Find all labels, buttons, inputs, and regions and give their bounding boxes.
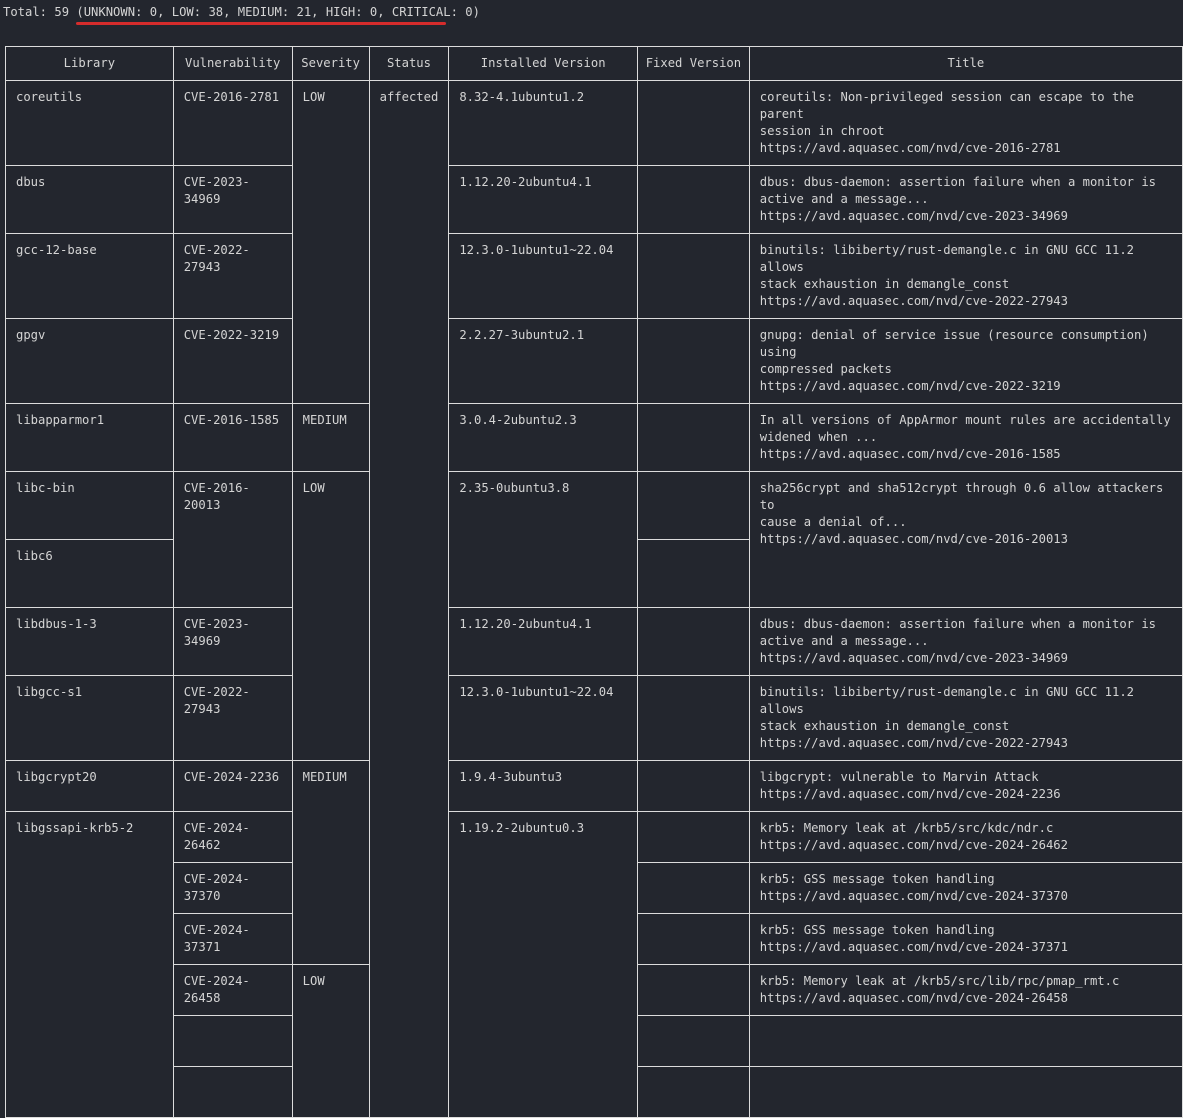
table-row bbox=[6, 761, 1183, 812]
title-text: stack exhaustion in demangle_const bbox=[759, 719, 1010, 733]
title-text: krb5: GSS message token handling bbox=[759, 872, 995, 886]
cve-link[interactable]: https://avd.aquasec.com/nvd/cve-2016-1585 bbox=[759, 447, 1061, 461]
title-text: gnupg: denial of service issue (resource consumption) using bbox=[759, 328, 1157, 359]
vulnerability-cell bbox=[173, 1067, 292, 1118]
vulnerability-cell: CVE-2024-2236 bbox=[173, 761, 292, 812]
vulnerability-cell: CVE-2023-34969 bbox=[173, 166, 292, 234]
library-cell: coreutils bbox=[6, 81, 174, 166]
fixed-version-cell bbox=[638, 914, 750, 965]
header-vulnerability: Vulnerability bbox=[173, 47, 292, 81]
vulnerability-table bbox=[5, 46, 1183, 1118]
title-cell bbox=[749, 812, 1182, 863]
header-title: Title bbox=[749, 47, 1182, 81]
cve-link[interactable]: https://avd.aquasec.com/nvd/cve-2022-27943 bbox=[759, 294, 1068, 308]
vulnerability-cell: CVE-2023-34969 bbox=[173, 608, 292, 676]
library-cell: gcc-12-base bbox=[6, 234, 174, 319]
title-cell bbox=[749, 914, 1182, 965]
severity-cell: LOW bbox=[292, 965, 369, 1118]
fixed-version-cell bbox=[638, 81, 750, 166]
cve-link[interactable]: https://avd.aquasec.com/nvd/cve-2024-26462 bbox=[759, 838, 1068, 852]
vulnerability-cell: CVE-2024-37370 bbox=[173, 863, 292, 914]
title-text: active and a message... bbox=[759, 634, 929, 648]
table-row bbox=[6, 166, 1183, 234]
title-cell bbox=[749, 166, 1182, 234]
severity-cell: MEDIUM bbox=[292, 404, 369, 472]
vulnerability-cell: CVE-2016-1585 bbox=[173, 404, 292, 472]
severity-cell: MEDIUM bbox=[292, 761, 369, 965]
table-row bbox=[6, 812, 1183, 863]
library-cell: libapparmor1 bbox=[6, 404, 174, 472]
title-cell bbox=[749, 1067, 1182, 1118]
status-cell: affected bbox=[369, 81, 449, 1118]
summary-underline-annotation bbox=[76, 22, 446, 25]
fixed-version-cell bbox=[638, 812, 750, 863]
installed-version-cell: 12.3.0-1ubuntu1~22.04 bbox=[449, 676, 638, 761]
severity-cell: LOW bbox=[292, 472, 369, 761]
title-text: libgcrypt: vulnerable to Marvin Attack bbox=[759, 770, 1039, 784]
title-text: sha256crypt and sha512crypt through 0.6 allow attackers to bbox=[759, 481, 1171, 512]
header-library: Library bbox=[6, 47, 174, 81]
library-cell: libgssapi-krb5-2 bbox=[6, 812, 174, 1118]
cve-link[interactable]: https://avd.aquasec.com/nvd/cve-2022-3219 bbox=[759, 379, 1061, 393]
vulnerability-cell: CVE-2022-27943 bbox=[173, 676, 292, 761]
table-row bbox=[6, 319, 1183, 404]
installed-version-cell: 1.12.20-2ubuntu4.1 bbox=[449, 608, 638, 676]
title-text: krb5: Memory leak at /krb5/src/lib/rpc/pmap_rmt.c bbox=[759, 974, 1120, 988]
vulnerability-cell: CVE-2022-27943 bbox=[173, 234, 292, 319]
title-cell bbox=[749, 965, 1182, 1016]
library-cell: libdbus-1-3 bbox=[6, 608, 174, 676]
cve-link[interactable]: https://avd.aquasec.com/nvd/cve-2024-37370 bbox=[759, 889, 1068, 903]
title-text: active and a message... bbox=[759, 192, 929, 206]
fixed-version-cell bbox=[638, 761, 750, 812]
title-text: cause a denial of... bbox=[759, 515, 907, 529]
summary-total: Total: 59 bbox=[3, 5, 77, 19]
library-cell: gpgv bbox=[6, 319, 174, 404]
fixed-version-cell bbox=[638, 166, 750, 234]
installed-version-cell: 1.9.4-3ubuntu3 bbox=[449, 761, 638, 812]
fixed-version-cell bbox=[638, 1067, 750, 1118]
vulnerability-cell: CVE-2016-20013 bbox=[173, 472, 292, 608]
cve-link[interactable]: https://avd.aquasec.com/nvd/cve-2022-27943 bbox=[759, 736, 1068, 750]
fixed-version-cell bbox=[638, 863, 750, 914]
library-cell: libc-bin bbox=[6, 472, 174, 540]
title-text: widened when ... bbox=[759, 430, 878, 444]
title-text: compressed packets bbox=[759, 362, 892, 376]
vulnerability-cell: CVE-2016-2781 bbox=[173, 81, 292, 166]
vulnerability-cell: CVE-2024-26462 bbox=[173, 812, 292, 863]
installed-version-cell: 2.2.27-3ubuntu2.1 bbox=[449, 319, 638, 404]
vulnerability-cell: CVE-2022-3219 bbox=[173, 319, 292, 404]
fixed-version-cell bbox=[638, 1016, 750, 1067]
title-text: binutils: libiberty/rust-demangle.c in GNU GCC 11.2 allows bbox=[759, 243, 1142, 274]
header-installed-version: Installed Version bbox=[449, 47, 638, 81]
summary-severity-counts: (UNKNOWN: 0, LOW: 38, MEDIUM: 21, HIGH: 0, CRITICAL: 0) bbox=[76, 5, 480, 19]
header-fixed-version: Fixed Version bbox=[638, 47, 750, 81]
fixed-version-cell bbox=[638, 608, 750, 676]
severity-cell: LOW bbox=[292, 81, 369, 404]
vulnerability-cell: CVE-2024-26458 bbox=[173, 965, 292, 1016]
cve-link[interactable]: https://avd.aquasec.com/nvd/cve-2024-37371 bbox=[759, 940, 1068, 954]
library-cell: libc6 bbox=[6, 540, 174, 608]
title-text: binutils: libiberty/rust-demangle.c in GNU GCC 11.2 allows bbox=[759, 685, 1142, 716]
installed-version-cell: 12.3.0-1ubuntu1~22.04 bbox=[449, 234, 638, 319]
title-text: krb5: GSS message token handling bbox=[759, 923, 995, 937]
fixed-version-cell bbox=[638, 965, 750, 1016]
title-cell bbox=[749, 234, 1182, 319]
table-row bbox=[6, 608, 1183, 676]
library-cell: libgcc-s1 bbox=[6, 676, 174, 761]
summary-line bbox=[3, 4, 480, 21]
table-row bbox=[6, 676, 1183, 761]
cve-link[interactable]: https://avd.aquasec.com/nvd/cve-2023-34969 bbox=[759, 209, 1068, 223]
header-severity: Severity bbox=[292, 47, 369, 81]
installed-version-cell: 3.0.4-2ubuntu2.3 bbox=[449, 404, 638, 472]
title-cell bbox=[749, 676, 1182, 761]
vulnerability-cell bbox=[173, 1016, 292, 1067]
fixed-version-cell bbox=[638, 234, 750, 319]
fixed-version-cell bbox=[638, 540, 750, 608]
cve-link[interactable]: https://avd.aquasec.com/nvd/cve-2016-2781 bbox=[759, 141, 1061, 155]
fixed-version-cell bbox=[638, 404, 750, 472]
table-row bbox=[6, 404, 1183, 472]
installed-version-cell: 8.32-4.1ubuntu1.2 bbox=[449, 81, 638, 166]
title-cell bbox=[749, 472, 1182, 608]
table-row bbox=[6, 81, 1183, 166]
title-text: krb5: Memory leak at /krb5/src/kdc/ndr.c bbox=[759, 821, 1054, 835]
vulnerability-cell: CVE-2024-37371 bbox=[173, 914, 292, 965]
table-row bbox=[6, 472, 1183, 540]
installed-version-cell: 1.12.20-2ubuntu4.1 bbox=[449, 166, 638, 234]
title-cell bbox=[749, 761, 1182, 812]
title-text: dbus: dbus-daemon: assertion failure when a monitor is bbox=[759, 617, 1157, 631]
cve-link[interactable]: https://avd.aquasec.com/nvd/cve-2024-2236 bbox=[759, 787, 1061, 801]
cve-link[interactable]: https://avd.aquasec.com/nvd/cve-2024-26458 bbox=[759, 991, 1068, 1005]
title-cell bbox=[749, 404, 1182, 472]
fixed-version-cell bbox=[638, 319, 750, 404]
title-text: session in chroot bbox=[759, 124, 885, 138]
title-cell bbox=[749, 81, 1182, 166]
title-cell bbox=[749, 319, 1182, 404]
table-row bbox=[6, 234, 1183, 319]
table-header-row bbox=[6, 47, 1183, 81]
cve-link[interactable]: https://avd.aquasec.com/nvd/cve-2023-34969 bbox=[759, 651, 1068, 665]
fixed-version-cell bbox=[638, 676, 750, 761]
title-cell bbox=[749, 608, 1182, 676]
title-cell bbox=[749, 863, 1182, 914]
title-text: In all versions of AppArmor mount rules are accidentally bbox=[759, 413, 1171, 427]
library-cell: libgcrypt20 bbox=[6, 761, 174, 812]
installed-version-cell: 1.19.2-2ubuntu0.3 bbox=[449, 812, 638, 1118]
title-cell bbox=[749, 1016, 1182, 1067]
fixed-version-cell bbox=[638, 472, 750, 540]
cve-link[interactable]: https://avd.aquasec.com/nvd/cve-2016-20013 bbox=[759, 532, 1068, 546]
header-status: Status bbox=[369, 47, 449, 81]
title-text: stack exhaustion in demangle_const bbox=[759, 277, 1010, 291]
installed-version-cell: 2.35-0ubuntu3.8 bbox=[449, 472, 638, 608]
library-cell: dbus bbox=[6, 166, 174, 234]
title-text: coreutils: Non-privileged session can escape to the parent bbox=[759, 90, 1142, 121]
title-text: dbus: dbus-daemon: assertion failure when a monitor is bbox=[759, 175, 1157, 189]
